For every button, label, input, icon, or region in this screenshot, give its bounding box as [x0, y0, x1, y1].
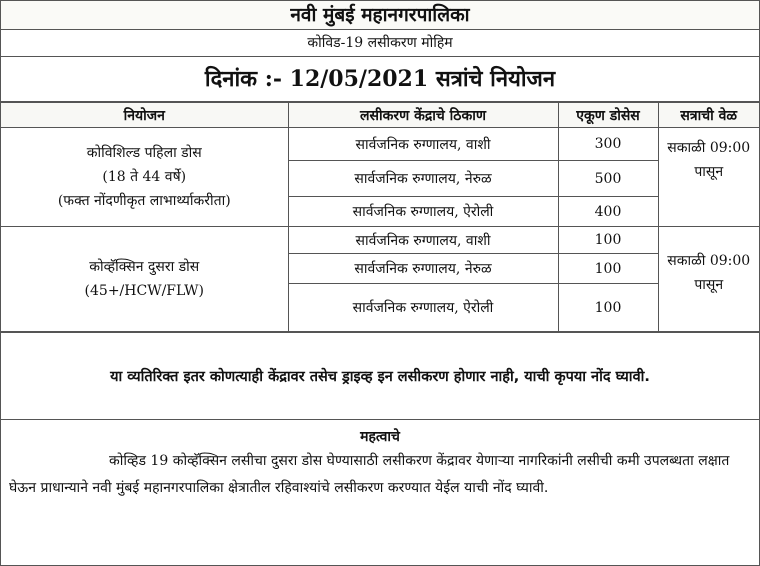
- important-heading: महत्वाचे: [360, 429, 400, 445]
- column-header-center: लसीकरण केंद्राचे ठिकाण: [288, 103, 558, 128]
- important-text: कोव्हिड 19 कोव्हॅक्सिन लसीचा दुसरा डोस घेण्यासाठी लसीकरण केंद्रावर येणाऱ्या नागरिकांनी लसीची कमी उपलब्धता लक्षात घेऊन प्राधान्याने नवी मुंबई महानगरपालिका क्षेत्रातील रहिवाश्यांचे लसीकरण करण्यात येईल याची नोंद घ्यावी.: [9, 453, 730, 496]
- plan-cell-covaxin: [1, 227, 288, 332]
- column-header-time: सत्राची वेळ: [658, 103, 759, 128]
- time-line: पासून: [694, 277, 724, 293]
- doses-cell: 400: [558, 197, 658, 227]
- plan-line: कोव्हॅक्सिन दुसरा डोस: [89, 259, 200, 275]
- doses-cell: 100: [558, 254, 658, 284]
- schedule-table: [1, 102, 759, 332]
- important-section: [1, 420, 759, 502]
- time-cell-covishield: [658, 128, 759, 227]
- column-header-plan: नियोजन: [1, 103, 288, 128]
- plan-line: (45+/HCW/FLW): [84, 283, 204, 299]
- time-line: पासून: [694, 164, 724, 180]
- time-line: सकाळी 09:00: [667, 253, 751, 269]
- table-row: [1, 227, 759, 254]
- plan-line: (फक्त नोंदणीकृत लाभार्थ्याकरीता): [57, 193, 231, 209]
- plan-line: कोविशिल्ड पहिला डोस: [86, 145, 202, 161]
- doses-cell: 100: [558, 227, 658, 254]
- campaign-subtitle: कोविड-19 लसीकरण मोहिम: [1, 30, 759, 57]
- column-header-doses: एकूण डोसेस: [558, 103, 658, 128]
- org-title: नवी मुंबई महानगरपालिका: [1, 1, 759, 30]
- table-row: [1, 128, 759, 161]
- notice-banner: या व्यतिरिक्त इतर कोणत्याही केंद्रावर तसेच ड्राइव्ह इन लसीकरण होणार नाही, याची कृपया नोंद घ्यावी.: [1, 332, 759, 420]
- doses-cell: 300: [558, 128, 658, 161]
- plan-cell-covishield: [1, 128, 288, 227]
- table-header-row: [1, 103, 759, 128]
- doses-cell: 100: [558, 284, 658, 332]
- center-cell: सार्वजनिक रुग्णालय, नेरुळ: [288, 161, 558, 197]
- center-cell: सार्वजनिक रुग्णालय, वाशी: [288, 128, 558, 161]
- date-heading: दिनांक :- 12/05/2021 सत्रांचे नियोजन: [1, 57, 759, 102]
- time-line: सकाळी 09:00: [667, 140, 751, 156]
- time-cell-covaxin: [658, 227, 759, 332]
- center-cell: सार्वजनिक रुग्णालय, ऐरोली: [288, 284, 558, 332]
- plan-line: (18 ते 44 वर्षे): [102, 169, 187, 185]
- center-cell: सार्वजनिक रुग्णालय, नेरुळ: [288, 254, 558, 284]
- center-cell: सार्वजनिक रुग्णालय, ऐरोली: [288, 197, 558, 227]
- center-cell: सार्वजनिक रुग्णालय, वाशी: [288, 227, 558, 254]
- doses-cell: 500: [558, 161, 658, 197]
